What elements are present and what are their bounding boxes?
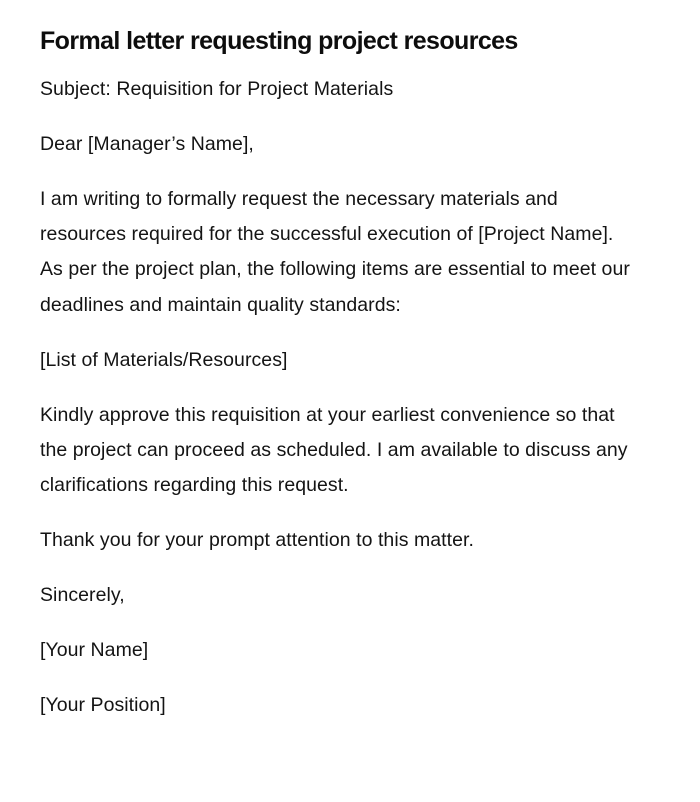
- materials-list-placeholder: [List of Materials/Resources]: [40, 348, 288, 371]
- closing: Sincerely,: [40, 584, 125, 607]
- document-title: Formal letter requesting project resources: [40, 27, 518, 55]
- thanks-line: Thank you for your prompt attention to this matter.: [40, 529, 474, 552]
- body-paragraph-approval: Kindly approve this requisition at your earliest convenience so that the project can proceed as scheduled. I am available to discuss any clarifications regarding this request.: [40, 403, 628, 497]
- body-paragraph-request: I am writing to formally request the necessary materials and resources required for the successful execution of [Project Name]. As per the project plan, the following items are essential to meet our deadlines and maintain quality standards:: [40, 188, 630, 316]
- subject-line: Subject: Requisition for Project Materials: [40, 78, 394, 100]
- salutation: Dear [Manager’s Name],: [40, 133, 254, 155]
- sender-position: [Your Position]: [40, 694, 166, 717]
- sender-name: [Your Name]: [40, 639, 149, 662]
